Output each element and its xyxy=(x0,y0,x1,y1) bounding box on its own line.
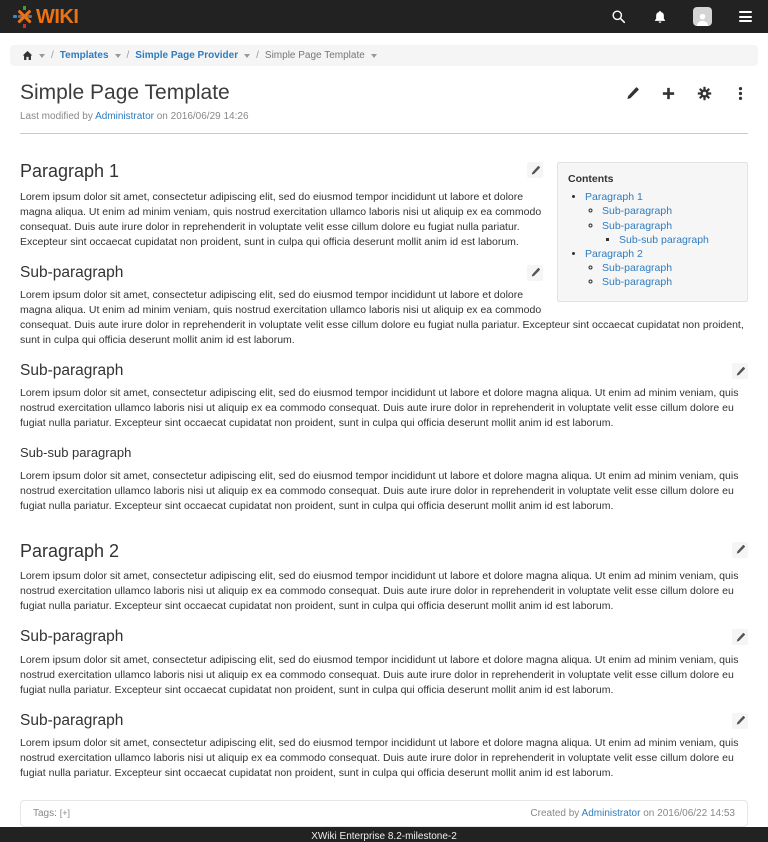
section-edit-pencil-icon[interactable] xyxy=(732,363,748,379)
table-of-contents-panel xyxy=(557,162,748,301)
caret-down-icon[interactable] xyxy=(244,54,250,58)
toc-item xyxy=(602,275,737,289)
created-user-link[interactable]: Administrator xyxy=(581,807,641,819)
section-title: Sub-paragraph xyxy=(20,711,124,729)
toc-link-sub-sub-paragraph[interactable]: Sub-sub paragraph xyxy=(619,233,709,246)
toc-link-paragraph-2[interactable]: Paragraph 2 xyxy=(585,247,643,260)
section-paragraph: Lorem ipsum dolor sit amet, consectetur adipiscing elit, sed do eiusmod tempor incididunt ut labore et dolore magna aliqua. Ut enim ad minim veniam, quis nostrud exercitation ullamco laboris nisi ut aliquip ex ea commodo consequat. Duis aute irure dolor in reprehenderit in voluptate velit esse cillum dolore eu fugiat nulla pariatur. Excepteur sint occaecat cupidatat non proident, sunt in culpa qui officia deserunt mollit anim id est laborum. xyxy=(20,469,739,512)
created-prefix: Created by xyxy=(530,807,580,819)
title-divider xyxy=(20,133,748,134)
section-title: Paragraph 1 xyxy=(20,161,120,182)
xwiki-logo-x-mark xyxy=(14,5,35,28)
add-tag-button[interactable]: [+] xyxy=(59,808,70,819)
top-navigation-bar xyxy=(0,0,768,33)
content-section xyxy=(20,361,748,431)
search-icon[interactable] xyxy=(609,8,627,26)
version-footer-bar xyxy=(0,827,768,842)
breadcrumb-link-templates[interactable]: Templates xyxy=(59,50,109,61)
toc-item xyxy=(585,247,737,290)
section-title: Paragraph 2 xyxy=(20,540,120,561)
section-paragraph: Lorem ipsum dolor sit amet, consectetur adipiscing elit, sed do eiusmod tempor incididunt ut labore et dolore magna aliqua. Ut enim ad minim veniam, quis nostrud exercitation ullamco laboris nisi ut aliquip ex ea commodo consequat. Duis aute irure dolor in reprehenderit in voluptate velit esse cillum dolore eu fugiat nulla pariatur. Excepteur sint occaecat cupidatat non proident, sunt in culpa qui officia deserunt mollit anim id est laborum. xyxy=(20,289,744,347)
content-section xyxy=(20,540,748,615)
created-line xyxy=(530,808,735,819)
bell-icon[interactable] xyxy=(651,8,669,26)
breadcrumb-separator: / xyxy=(51,50,54,61)
hamburger-menu-icon[interactable] xyxy=(736,8,754,26)
breadcrumb-link-simple-page-provider[interactable]: Simple Page Provider xyxy=(135,50,239,61)
toc-link-sub-paragraph-1[interactable]: Sub-paragraph xyxy=(602,205,673,218)
page-actions xyxy=(625,81,748,101)
section-edit-pencil-icon[interactable] xyxy=(732,629,748,645)
section-heading-sub-paragraph xyxy=(20,361,748,380)
edit-pencil-icon[interactable] xyxy=(625,86,640,101)
document-content xyxy=(20,160,748,788)
caret-down-icon[interactable] xyxy=(371,54,377,58)
more-kebab-icon[interactable] xyxy=(733,86,748,101)
section-paragraph: Lorem ipsum dolor sit amet, consectetur adipiscing elit, sed do eiusmod tempor incididunt ut labore et dolore magna aliqua. Ut enim ad minim veniam, quis nostrud exercitation ullamco laboris nisi ut aliquip ex ea commodo consequat. Duis aute irure dolor in reprehenderit in voluptate velit esse cillum dolore eu fugiat nulla pariatur. Excepteur sint occaecat cupidatat non proident, sunt in culpa qui officia deserunt mollit anim id est laborum. xyxy=(20,736,739,779)
section-title: Sub-paragraph xyxy=(20,362,124,380)
section-title: Sub-paragraph xyxy=(20,263,124,281)
page-title: Simple Page Template xyxy=(20,81,230,104)
modified-prefix: Last modified by xyxy=(20,111,93,123)
version-text: XWiki Enterprise 8.2-milestone-2 xyxy=(311,830,457,842)
last-modified-line xyxy=(20,111,748,122)
toc-item xyxy=(602,261,737,275)
breadcrumb-container xyxy=(0,33,768,66)
caret-down-icon[interactable] xyxy=(39,54,45,58)
toc-link-sub-paragraph-3[interactable]: Sub-paragraph xyxy=(602,262,673,275)
toc-item xyxy=(619,233,737,247)
modified-user-link[interactable]: Administrator xyxy=(95,111,154,123)
breadcrumb-separator: / xyxy=(256,50,259,61)
section-title: Sub-paragraph xyxy=(20,628,124,646)
section-edit-pencil-icon[interactable] xyxy=(732,713,748,729)
toc-item xyxy=(602,219,737,247)
user-avatar[interactable] xyxy=(693,7,712,26)
toc-item xyxy=(585,190,737,247)
section-heading-sub-paragraph xyxy=(20,711,748,730)
breadcrumb-separator: / xyxy=(126,50,130,61)
section-heading-sub-paragraph xyxy=(20,627,748,646)
toc-link-paragraph-1[interactable]: Paragraph 1 xyxy=(585,191,643,204)
create-plus-icon[interactable] xyxy=(661,86,676,101)
tags-label: Tags: xyxy=(33,807,57,819)
section-heading-paragraph-2 xyxy=(20,540,748,563)
home-icon[interactable] xyxy=(22,50,33,61)
xwiki-logo[interactable] xyxy=(14,5,78,28)
content-section xyxy=(20,627,748,697)
section-paragraph: Lorem ipsum dolor sit amet, consectetur adipiscing elit, sed do eiusmod tempor incididunt ut labore et dolore magna aliqua. Ut enim ad minim veniam, quis nostrud exercitation ullamco laboris nisi ut aliquip ex ea commodo consequat. Duis aute irure dolor in reprehenderit in voluptate velit esse cillum dolore eu fugiat nulla pariatur. Excepteur sint occaecat cupidatat non proident, sunt in culpa qui officia deserunt mollit anim id est laborum. xyxy=(20,190,542,248)
xwiki-logo-text: WIKI xyxy=(36,5,79,28)
modified-suffix: on 2016/06/29 14:26 xyxy=(156,111,249,123)
section-edit-pencil-icon[interactable] xyxy=(527,265,543,281)
section-edit-pencil-icon[interactable] xyxy=(527,162,543,178)
document-footer xyxy=(20,800,748,827)
toc-title: Contents xyxy=(568,173,614,186)
toc-link-sub-paragraph-2[interactable]: Sub-paragraph xyxy=(602,219,673,232)
content-section xyxy=(20,711,748,781)
caret-down-icon[interactable] xyxy=(115,54,121,58)
section-paragraph: Lorem ipsum dolor sit amet, consectetur adipiscing elit, sed do eiusmod tempor incididunt ut labore et dolore magna aliqua. Ut enim ad minim veniam, quis nostrud exercitation ullamco laboris nisi ut aliquip ex ea commodo consequat. Duis aute irure dolor in reprehenderit in voluptate velit esse cillum dolore eu fugiat nulla pariatur. Excepteur sint occaecat cupidatat non proident, sunt in culpa qui officia deserunt mollit anim id est laborum. xyxy=(20,570,739,613)
section-heading-sub-sub-paragraph xyxy=(20,445,748,461)
main-content-area xyxy=(0,66,768,788)
created-suffix: on 2016/06/22 14:53 xyxy=(643,807,735,819)
section-edit-pencil-icon[interactable] xyxy=(732,542,748,558)
breadcrumb-current-page: Simple Page Template xyxy=(264,50,365,61)
section-paragraph: Lorem ipsum dolor sit amet, consectetur adipiscing elit, sed do eiusmod tempor incididunt ut labore et dolore magna aliqua. Ut enim ad minim veniam, quis nostrud exercitation ullamco laboris nisi ut aliquip ex ea commodo consequat. Duis aute irure dolor in reprehenderit in voluptate velit esse cillum dolore eu fugiat nulla pariatur. Excepteur sint occaecat cupidatat non proident, sunt in culpa qui officia deserunt mollit anim id est laborum. xyxy=(20,387,739,430)
breadcrumb xyxy=(10,45,758,66)
settings-gear-icon[interactable] xyxy=(697,86,712,101)
toc-item xyxy=(602,204,737,218)
section-paragraph: Lorem ipsum dolor sit amet, consectetur adipiscing elit, sed do eiusmod tempor incididunt ut labore et dolore magna aliqua. Ut enim ad minim veniam, quis nostrud exercitation ullamco laboris nisi ut aliquip ex ea commodo consequat. Duis aute irure dolor in reprehenderit in voluptate velit esse cillum dolore eu fugiat nulla pariatur. Excepteur sint occaecat cupidatat non proident, sunt in culpa qui officia deserunt mollit anim id est laborum. xyxy=(20,653,739,696)
content-section xyxy=(20,445,748,513)
toc-link-sub-paragraph-4[interactable]: Sub-paragraph xyxy=(602,276,673,289)
section-title: Sub-sub paragraph xyxy=(20,445,132,461)
